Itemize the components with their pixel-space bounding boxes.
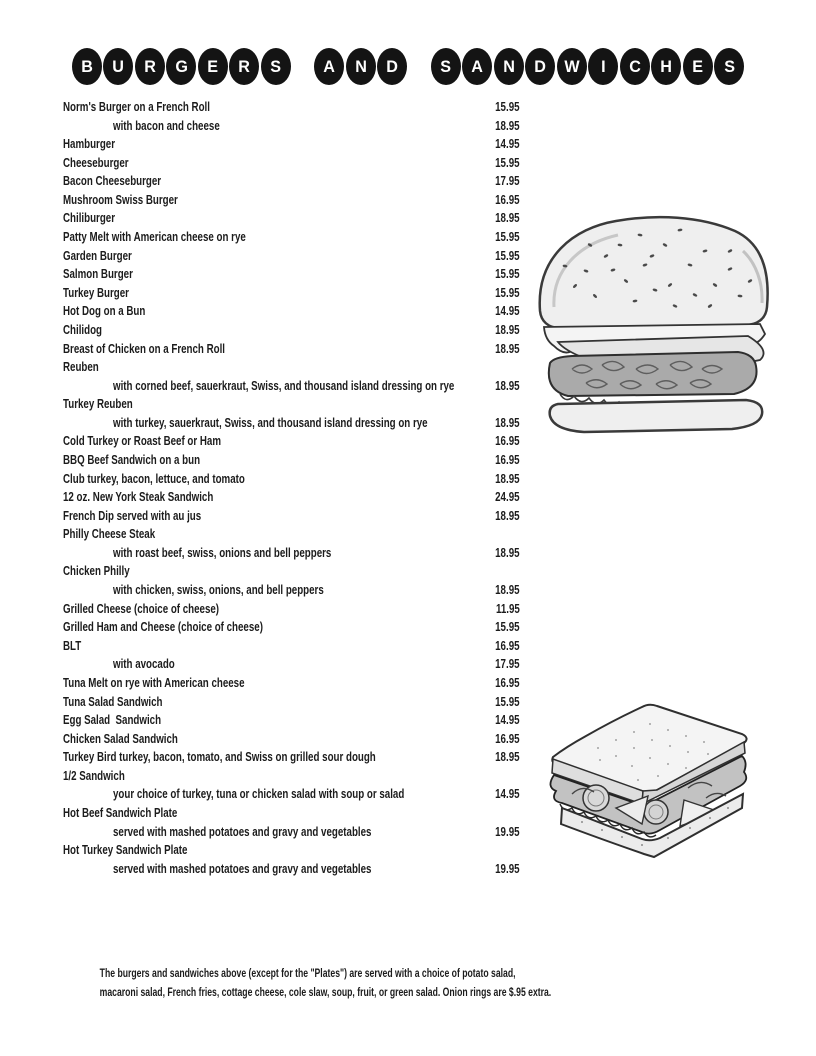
menu-item-price: 18.95 (495, 470, 520, 486)
menu-item-row (63, 246, 520, 265)
menu-item-name: Mushroom Swiss Burger (63, 191, 178, 207)
menu-item-price: 15.95 (495, 99, 520, 114)
footer-note (28, 964, 552, 1002)
menu-item-row (63, 227, 520, 246)
menu-item-row (63, 264, 520, 283)
menu-item-price: 15.95 (495, 154, 520, 170)
menu-item-price: 15.95 (495, 247, 520, 263)
menu-item-name: French Dip served with au jus (63, 507, 202, 523)
title-letter-oval: U (103, 48, 133, 85)
menu-item-price: 15.95 (495, 284, 520, 300)
title-letter-oval: S (431, 48, 461, 85)
menu-item-row (63, 301, 520, 320)
title-letter-oval: A (462, 48, 492, 85)
menu-item-row (63, 803, 520, 822)
menu-item-price: 16.95 (495, 191, 520, 207)
menu-item-name: Tuna Melt on rye with American cheese (63, 674, 245, 690)
title-word (314, 48, 409, 85)
title-letter-oval: H (651, 48, 681, 85)
menu-item-name: Norm's Burger on a French Roll (63, 99, 210, 114)
menu-item-name: Garden Burger (63, 247, 132, 263)
menu-item-name: Cold Turkey or Roast Beef or Ham (63, 433, 222, 449)
menu-item-name: Turkey Bird turkey, bacon, tomato, and Swiss on grilled sour dough (63, 749, 376, 765)
footer-line: macaroni salad, French fries, cottage cheese, cole slaw, soup, fruit, or green salad. Onion rings are $.95 extra. (99, 985, 552, 999)
menu-item-row (63, 580, 520, 599)
menu-item-price: 16.95 (495, 730, 520, 746)
menu-item-row (63, 339, 520, 358)
menu-item-row (63, 636, 520, 655)
menu-item-name: Chiliburger (63, 210, 116, 226)
menu-item-name: Patty Melt with American cheese on rye (63, 229, 246, 245)
menu-item-price: 16.95 (495, 674, 520, 690)
menu-item-row (63, 506, 520, 525)
menu-item-row (63, 710, 520, 729)
menu-item-name: served with mashed potatoes and gravy and vegetables (113, 860, 372, 876)
menu-item-row (63, 283, 520, 302)
menu-item-row (63, 617, 520, 636)
menu-item-name: Cheeseburger (63, 154, 129, 170)
menu-item-name: Turkey Burger (63, 284, 129, 300)
menu-item-row (63, 599, 520, 618)
menu-item-name: Turkey Reuben (63, 396, 133, 412)
sandwich-illustration (538, 696, 766, 872)
title-letter-oval: W (557, 48, 587, 85)
menu-item-price: 18.95 (495, 210, 520, 226)
menu-item-name: Chicken Salad Sandwich (63, 730, 178, 746)
title-letter-oval: B (72, 48, 102, 85)
menu-item-price: 16.95 (495, 451, 520, 467)
menu-item-row (63, 840, 520, 859)
menu-item-row (63, 190, 520, 209)
menu-item-row (63, 450, 520, 469)
menu-item-price: 14.95 (495, 303, 520, 319)
menu-item-row (63, 97, 520, 116)
menu-item-name: your choice of turkey, tuna or chicken salad with soup or salad (113, 786, 405, 802)
menu-item-row (63, 116, 520, 135)
menu-item-name: Hot Beef Sandwich Plate (63, 804, 178, 820)
menu-item-name: with turkey, sauerkraut, Swiss, and thousand island dressing on rye (113, 414, 428, 430)
title-letter-oval: C (620, 48, 650, 85)
menu-item-price: 17.95 (495, 656, 520, 672)
menu-item-price: 14.95 (495, 786, 520, 802)
menu-item-price: 19.95 (495, 860, 520, 876)
menu-item-price: 18.95 (495, 507, 520, 523)
menu-item-row (63, 320, 520, 339)
menu-item-row (63, 784, 520, 803)
title-letter-oval: R (229, 48, 259, 85)
menu-item-price: 15.95 (495, 693, 520, 709)
menu-item-row (63, 357, 520, 376)
menu-item-name: Hamburger (63, 136, 116, 152)
menu-item-name: Grilled Ham and Cheese (choice of cheese) (63, 619, 263, 635)
menu-item-row (63, 208, 520, 227)
menu-item-name: Bacon Cheeseburger (63, 173, 162, 189)
menu-item-price: 19.95 (495, 823, 520, 839)
menu-item-price: 18.95 (495, 340, 520, 356)
menu-item-price: 18.95 (495, 582, 520, 598)
title-letter-oval: I (588, 48, 618, 85)
title-letter-oval: S (261, 48, 291, 85)
menu-item-price: 18.95 (495, 414, 520, 430)
menu-item-name: BLT (63, 637, 82, 653)
menu-item-name: Salmon Burger (63, 266, 133, 282)
menu-item-row (63, 747, 520, 766)
menu-item-name: with bacon and cheese (113, 117, 220, 133)
menu-item-name: with chicken, swiss, onions, and bell peppers (113, 582, 324, 598)
menu-item-name: Chilidog (63, 321, 102, 337)
footer-line: The burgers and sandwiches above (except for the "Plates") are served with a choice of potato salad, (99, 966, 516, 980)
title-letter-oval: N (346, 48, 376, 85)
menu-item-price: 18.95 (495, 377, 520, 393)
menu-item-name: Tuna Salad Sandwich (63, 693, 163, 709)
menu-item-name: Philly Cheese Steak (63, 526, 156, 542)
title-letter-oval: E (683, 48, 713, 85)
menu-item-name: Egg Salad Sandwich (63, 712, 162, 728)
menu-item-name: Hot Turkey Sandwich Plate (63, 842, 188, 858)
menu-item-row (63, 673, 520, 692)
menu-item-name: 12 oz. New York Steak Sandwich (63, 489, 214, 505)
menu-item-price: 15.95 (495, 619, 520, 635)
menu-item-row (63, 413, 520, 432)
page-title (0, 48, 816, 85)
menu-item-row (63, 859, 520, 878)
menu-item-name: Grilled Cheese (choice of cheese) (63, 600, 220, 616)
menu-item-price: 18.95 (495, 749, 520, 765)
menu-item-name: Chicken Philly (63, 563, 130, 579)
title-letter-oval: S (714, 48, 744, 85)
menu-item-row (63, 822, 520, 841)
menu-item-row (63, 692, 520, 711)
menu-item-row (63, 153, 520, 172)
menu-item-price: 18.95 (495, 321, 520, 337)
menu-item-price: 17.95 (495, 173, 520, 189)
menu-item-price: 16.95 (495, 637, 520, 653)
menu-item-name: with corned beef, sauerkraut, Swiss, and thousand island dressing on rye (113, 377, 455, 393)
menu-item-row (63, 134, 520, 153)
menu-item-name: with avocado (113, 656, 175, 672)
title-letter-oval: A (314, 48, 344, 85)
menu-item-row (63, 543, 520, 562)
title-word (71, 48, 292, 85)
menu-item-row (63, 431, 520, 450)
menu-item-price: 16.95 (495, 433, 520, 449)
menu-item-name: Reuben (63, 359, 99, 375)
menu-item-name: BBQ Beef Sandwich on a bun (63, 451, 201, 467)
menu-item-row (63, 469, 520, 488)
menu-item-name: with roast beef, swiss, onions and bell peppers (113, 544, 332, 560)
title-letter-oval: E (198, 48, 228, 85)
menu-item-price: 18.95 (495, 544, 520, 560)
menu-item-row (63, 376, 520, 395)
menu-item-name: 1/2 Sandwich (63, 767, 125, 783)
menu-item-name: Club turkey, bacon, lettuce, and tomato (63, 470, 245, 486)
title-letter-oval: D (377, 48, 407, 85)
menu-item-price: 18.95 (495, 117, 520, 133)
menu-item-price: 15.95 (495, 266, 520, 282)
title-letter-oval: R (135, 48, 165, 85)
title-word (430, 48, 745, 85)
menu-item-price: 14.95 (495, 712, 520, 728)
menu-item-price: 24.95 (495, 489, 520, 505)
menu-item-row (63, 487, 520, 506)
title-letter-oval: D (525, 48, 555, 85)
menu-item-row (63, 766, 520, 785)
menu-item-price: 11.95 (496, 600, 520, 616)
menu-item-row (63, 171, 520, 190)
menu-item-row (63, 561, 520, 580)
menu-item-price: 14.95 (495, 136, 520, 152)
menu-item-row (63, 394, 520, 413)
menu-item-name: Breast of Chicken on a French Roll (63, 340, 225, 356)
menu-item-row (63, 654, 520, 673)
menu-item-price: 15.95 (495, 229, 520, 245)
menu-list (63, 97, 520, 877)
menu-item-name: served with mashed potatoes and gravy and vegetables (113, 823, 372, 839)
title-letter-oval: N (494, 48, 524, 85)
menu-item-row (63, 729, 520, 748)
menu-item-name: Hot Dog on a Bun (63, 303, 146, 319)
burger-illustration (524, 211, 780, 435)
title-letter-oval: G (166, 48, 196, 85)
menu-item-row (63, 524, 520, 543)
